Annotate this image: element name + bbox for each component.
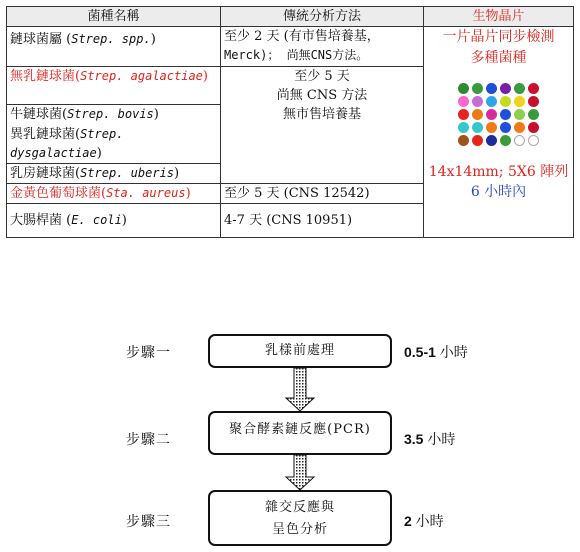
species-cell <box>7 125 221 164</box>
traditional-text: 4-7 天 (CNS 10951) <box>224 212 353 228</box>
species-cell <box>7 67 221 105</box>
species-name: 牛鏈球菌( <box>10 107 68 122</box>
species-latin: E. coli <box>71 212 122 227</box>
duration-unit: 小時 <box>435 344 468 360</box>
traditional-cell <box>221 203 424 237</box>
biochip-dot <box>472 135 483 146</box>
process-box-text: 乳樣前處理 <box>264 343 335 358</box>
header-biochip: 生物晶片 <box>424 7 574 27</box>
traditional-text: 至少 5 天 <box>294 69 350 84</box>
traditional-text: 無市售培養基 <box>282 107 361 122</box>
species-close: ) <box>121 212 127 228</box>
biochip-dot <box>514 109 525 120</box>
biochip-dot <box>500 109 511 120</box>
biochip-dot <box>458 135 469 146</box>
process-box <box>208 334 392 368</box>
duration-value: 2 <box>404 513 412 529</box>
biochip-dot <box>500 83 511 94</box>
biochip-dot <box>486 122 497 133</box>
biochip-dot <box>458 96 469 107</box>
species-name: 金黃色葡萄球菌( <box>10 185 107 201</box>
biochip-dot <box>528 109 539 120</box>
species-latin: Strep. spp. <box>71 32 151 46</box>
traditional-cell <box>221 183 424 203</box>
species-cell <box>7 27 221 67</box>
duration-unit: 小時 <box>423 431 456 447</box>
biochip-line: 一片晶片同步檢測 <box>442 29 555 45</box>
table-row <box>7 27 574 67</box>
process-box <box>208 411 392 455</box>
species-close: ) <box>185 185 191 201</box>
down-arrow-icon <box>284 455 316 491</box>
biochip-dot <box>514 83 525 94</box>
traditional-text: 至少 5 天 (CNS 12542) <box>224 185 370 201</box>
biochip-cell <box>424 27 574 238</box>
traditional-cell <box>221 67 424 184</box>
biochip-dot <box>472 96 483 107</box>
biochip-dot <box>486 96 497 107</box>
biochip-dot <box>528 122 539 133</box>
duration-value: 3.5 <box>404 431 424 447</box>
biochip-dot <box>486 135 497 146</box>
biochip-dot <box>500 122 511 133</box>
species-cell <box>7 183 221 203</box>
header-traditional: 傳統分析方法 <box>221 7 424 27</box>
biochip-dot <box>500 96 511 107</box>
biochip-dot <box>528 83 539 94</box>
biochip-dot-array <box>458 83 539 146</box>
species-close: ) <box>96 145 102 161</box>
species-latin: Strep. dysgalactiae <box>10 126 124 160</box>
species-cell <box>7 105 221 125</box>
biochip-dot <box>472 109 483 120</box>
step-duration <box>404 511 444 531</box>
traditional-text: Merck)； 尚無CNS方法。 <box>224 48 369 62</box>
traditional-text: 尚無 CNS 方法 <box>276 88 368 103</box>
species-close: ) <box>202 69 208 84</box>
duration-unit: 小時 <box>411 513 444 529</box>
biochip-dot <box>458 109 469 120</box>
biochip-dot <box>458 122 469 133</box>
step-label: 步驟二 <box>126 432 171 448</box>
species-latin: Strep. agalactiae <box>80 69 203 83</box>
comparison-table <box>6 6 574 238</box>
species-cell <box>7 163 221 183</box>
process-box-text: 聚合酵素鏈反應(PCR) <box>229 422 371 437</box>
species-latin: Strep. bovis <box>67 107 154 121</box>
species-name: 大腸桿菌 ( <box>10 212 72 228</box>
biochip-dot <box>472 83 483 94</box>
header-species: 菌種名稱 <box>7 7 221 27</box>
traditional-cell <box>221 27 424 67</box>
biochip-line: 多種菌種 <box>470 50 527 66</box>
biochip-time: 6 小時內 <box>470 184 527 200</box>
species-latin: Strep. uberis <box>80 165 174 180</box>
duration-value: 0.5-1 <box>404 344 436 360</box>
process-box-text: 雜交反應與 <box>264 500 335 515</box>
species-cell <box>7 203 221 237</box>
species-name: 異乳鏈球菌( <box>10 126 81 142</box>
biochip-dot <box>458 83 469 94</box>
species-close: ) <box>174 165 180 181</box>
step-label: 步驟一 <box>126 345 171 361</box>
species-close: ) <box>150 32 156 47</box>
biochip-dot <box>528 96 539 107</box>
biochip-dot <box>514 135 525 146</box>
species-name: 鏈球菌屬 ( <box>10 32 72 47</box>
species-name: 無乳鏈球菌( <box>10 69 81 84</box>
step-duration <box>404 342 468 362</box>
biochip-dot <box>486 109 497 120</box>
table-header-row <box>7 7 574 27</box>
biochip-dot <box>500 135 511 146</box>
biochip-dot <box>514 122 525 133</box>
process-box <box>208 490 392 546</box>
down-arrow-icon <box>284 368 316 412</box>
step-duration <box>404 429 455 449</box>
process-box-text: 呈色分析 <box>271 522 328 537</box>
biochip-dot <box>486 83 497 94</box>
step-label: 步驟三 <box>126 514 171 530</box>
species-latin: Sta. aureus <box>106 185 186 200</box>
biochip-spec: 14x14mm; 5X6 陣列 <box>428 164 569 180</box>
biochip-dot <box>514 96 525 107</box>
biochip-dot <box>528 135 539 146</box>
traditional-text: 至少 2 天 (有市售培養基， <box>224 29 380 44</box>
species-name: 乳房鏈球菌( <box>10 165 81 181</box>
species-close: ) <box>153 107 159 122</box>
biochip-dot <box>472 122 483 133</box>
